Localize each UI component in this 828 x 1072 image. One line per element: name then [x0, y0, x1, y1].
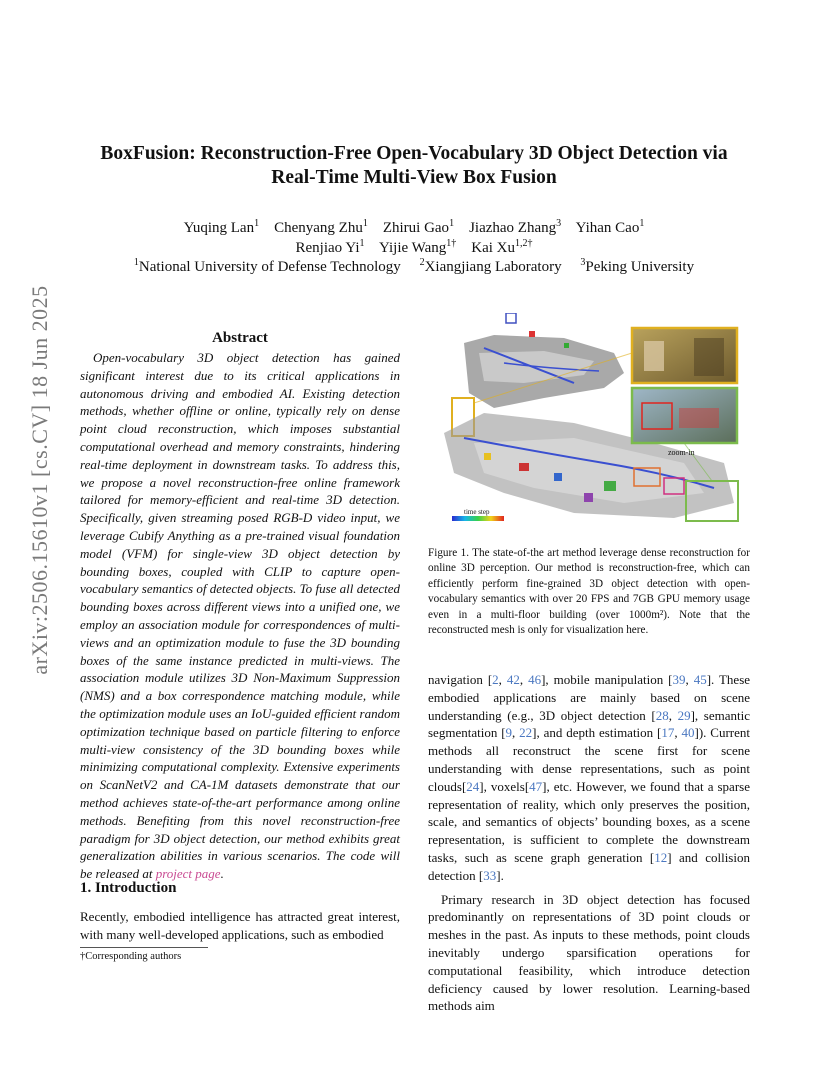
body-text: ], semantic segmentation [: [428, 707, 750, 741]
affil-name: Peking University: [585, 259, 695, 275]
citation-link[interactable]: 46: [528, 672, 542, 687]
author-name: Zhirui Gao: [382, 220, 450, 236]
citation-link[interactable]: 39: [672, 672, 686, 687]
arxiv-side-stamp: [20, 285, 60, 675]
zoom-in-label: zoom-in: [668, 448, 695, 457]
author-sup: 1,2†: [515, 238, 533, 249]
author-name: Yuqing Lan: [183, 220, 255, 236]
body-text: ], etc. However, we found that a sparse representation of reality, which only preserves the position, scale, and semantics of objects’ bounding boxes, as a scene representation, is sufficient to complete the downstream tasks, such as scene graph generation [: [428, 778, 750, 865]
paragraph-citations: [428, 671, 750, 885]
citation-link[interactable]: 12: [654, 849, 668, 865]
footnote-rule: [80, 947, 208, 948]
author-name: Renjiao Yi: [295, 240, 360, 256]
citation-link[interactable]: 28: [655, 707, 669, 723]
author-name: Yijie Wang: [378, 240, 447, 256]
right-column-body: [428, 671, 750, 1015]
timestep-label: time step: [464, 508, 490, 516]
citation-link[interactable]: 29: [677, 707, 691, 723]
author-sup: 3: [556, 218, 562, 229]
author-sup: 1†: [446, 238, 457, 249]
affil-name: National University of Defense Technology: [138, 259, 401, 275]
affil-name: Xiangjiang Laboratory: [424, 259, 562, 275]
citation-link[interactable]: 17: [661, 725, 675, 741]
abstract-body: Open-vocabulary 3D object detection has gained significant interest due to its critical applications in autonomous driving and embodied AI. Existing detection methods, whether offline or online, typically rely on dense point cloud reconstruction, which imposes substantial computational overhead and memory constraints, hindering real-time deployment in downstream tasks. To address this, we propose a novel reconstruction-free online framework tailored for memory-efficient and real-time 3D detection. Specifically, given streaming posed RGB-D video input, we leverage Cubify Anything as a pre-trained visual foundation model (VFM) for single-view 3D object detection by bounding boxes, coupled with CLIP to capture open-vocabulary semantics of detected objects. To fuse all detected bounding boxes across different views into a unified one, we employ an association module for correspondences of multi-views and an optimization module to fuse the 3D bounding boxes of the same instance predicted in multi-views. The association module utilizes 3D Non-Maximum Suppression (NMS) and a box correspondence matching module, while the optimization module uses an IoU-guided efficient random optimization technique based on particle filtering to enforce multi-view consistency of the 3D bounding boxes while minimizing computational complexity. Extensive experiments on ScanNetV2 and CA-1M datasets demonstrate that our method achieves state-of-the-art performance among online methods. Benefiting from this novel reconstruction-free paradigm for 3D object detection, our method exhibits great generalization abilities in various scenarios. The code will be released at project page.: [80, 350, 400, 882]
abstract-heading: Abstract: [212, 330, 268, 346]
author-sup: 1: [639, 218, 645, 229]
paragraph-primary-research: Primary research in 3D object detection has focused predominantly on representations of 3D point clouds or meshes in the past. As inputs to these methods, point clouds inevitably undergo sparsification operations for computational feasibility, which introduce detection deficiency caused by lower resolution. Learning-based methods aim: [428, 891, 750, 1014]
body-text: ].: [496, 867, 504, 883]
paper-title: [80, 142, 748, 190]
body-text: navigation [: [428, 672, 493, 687]
footnote: †Corresponding authors: [80, 951, 182, 962]
citation-link[interactable]: 42: [506, 672, 520, 687]
citation-link[interactable]: 2: [492, 672, 499, 687]
body-text: ,: [668, 707, 678, 723]
body-text: ] and collision detection [: [428, 849, 750, 883]
citation-link[interactable]: 9: [505, 725, 513, 741]
title-line-2: Real-Time Multi-View Box Fusion: [271, 167, 557, 188]
body-text: ], voxels[: [479, 778, 530, 794]
affil-sup: 3: [580, 257, 586, 268]
affil-sup: 1: [133, 257, 139, 268]
author-line-1: [80, 218, 748, 238]
author-list: [80, 218, 748, 258]
author-name: Jiazhao Zhang: [469, 220, 557, 236]
arxiv-id-text: arXiv:2506.15610v1 [cs.CV] 18 Jun 2025: [27, 285, 52, 675]
body-text: ,: [498, 672, 507, 687]
body-text: ,: [519, 672, 529, 687]
intro-heading: 1. Introduction: [80, 880, 177, 896]
citation-link[interactable]: 33: [483, 867, 497, 883]
timestep-colorbar: [452, 516, 504, 521]
author-sup: 1: [362, 218, 368, 229]
author-sup: 1: [254, 218, 260, 229]
intro-body: Recently, embodied intelligence has attracted great interest, with many well-developed applications, such as embodied: [80, 909, 400, 942]
author-sup: 1: [359, 238, 365, 249]
abstract-text: Open-vocabulary 3D object detection has gained significant interest due to its critical applications in autonomous driving and embodied AI. Existing detection methods, whether offline or online, typically rely on dense point cloud reconstruction, which imposes substantial computational overhead and memory constraints, hindering real-time deployment in downstream tasks. To address this, we propose a novel reconstruction-free online framework tailored for memory-efficient and real-time 3D detection. Specifically, given streaming posed RGB-D video input, we leverage Cubify Anything as a pre-trained visual foundation model (VFM) for single-view 3D object detection by bounding boxes, coupled with CLIP to capture open-vocabulary semantics of detected objects. To fuse all detected bounding boxes across different views into a unified one, we employ an association module for correspondences of multi-views and an optimization module to fuse the 3D bounding boxes of the same instance predicted in multi-views. The association module utilizes 3D Non-Maximum Suppression (NMS) and a box correspondence matching module, while the optimization module uses an IoU-guided efficient random optimization technique based on particle filtering to enforce multi-view consistency of the 3D bounding boxes while minimizing computational complexity. Extensive experiments on ScanNetV2 and CA-1M datasets demonstrate that our method achieves state-of-the-art performance among online methods. Benefiting from this novel reconstruction-free paradigm for 3D object detection, our method exhibits great generalization abilities in various scenarios. The code will be released at: [80, 350, 400, 882]
author-name: Yihan Cao: [575, 220, 640, 236]
body-text: ]. These embodied applications are mainly based on scene understanding (e.g., 3D object detection [: [428, 672, 751, 723]
body-text: ,: [674, 725, 682, 741]
body-text: ,: [512, 725, 520, 741]
title-line-1: BoxFusion: Reconstruction-Free Open-Vocabulary 3D Object Detection via: [100, 143, 728, 164]
citation-link[interactable]: 24: [466, 778, 480, 794]
body-text: ,: [685, 672, 694, 687]
citation-link[interactable]: 45: [693, 672, 707, 687]
figure-1-illustration: [424, 313, 749, 528]
author-line-2: [80, 238, 748, 258]
citation-link[interactable]: 22: [519, 725, 533, 741]
figure-1: [424, 313, 749, 528]
body-text: ], mobile manipulation [: [541, 672, 673, 687]
affil-sup: 2: [419, 257, 425, 268]
project-page-link[interactable]: project page: [155, 866, 221, 882]
author-name: Kai Xu: [471, 240, 515, 256]
citation-link[interactable]: 40: [681, 725, 695, 741]
body-text: ]). Current methods all reconstruct the scene first for scene understanding with dense representations, such as point clouds[: [428, 725, 750, 794]
author-name: Chenyang Zhu: [274, 220, 363, 236]
body-text: ], and depth estimation [: [532, 725, 662, 741]
figure-caption: Figure 1. The state-of-the art method leverage dense reconstruction for online 3D perception. Our method is reconstruction-free, which can efficiently perform fine-grained 3D object detection with open-vocabulary semantics with over 20 FPS and 7GB GPU memory usage even in a multi-floor building (over 1000m²). Note that the reconstructed mesh is only for visualization here.: [428, 547, 750, 637]
author-sup: 1: [449, 218, 455, 229]
affiliations: [80, 257, 748, 277]
citation-link[interactable]: 47: [529, 778, 543, 794]
